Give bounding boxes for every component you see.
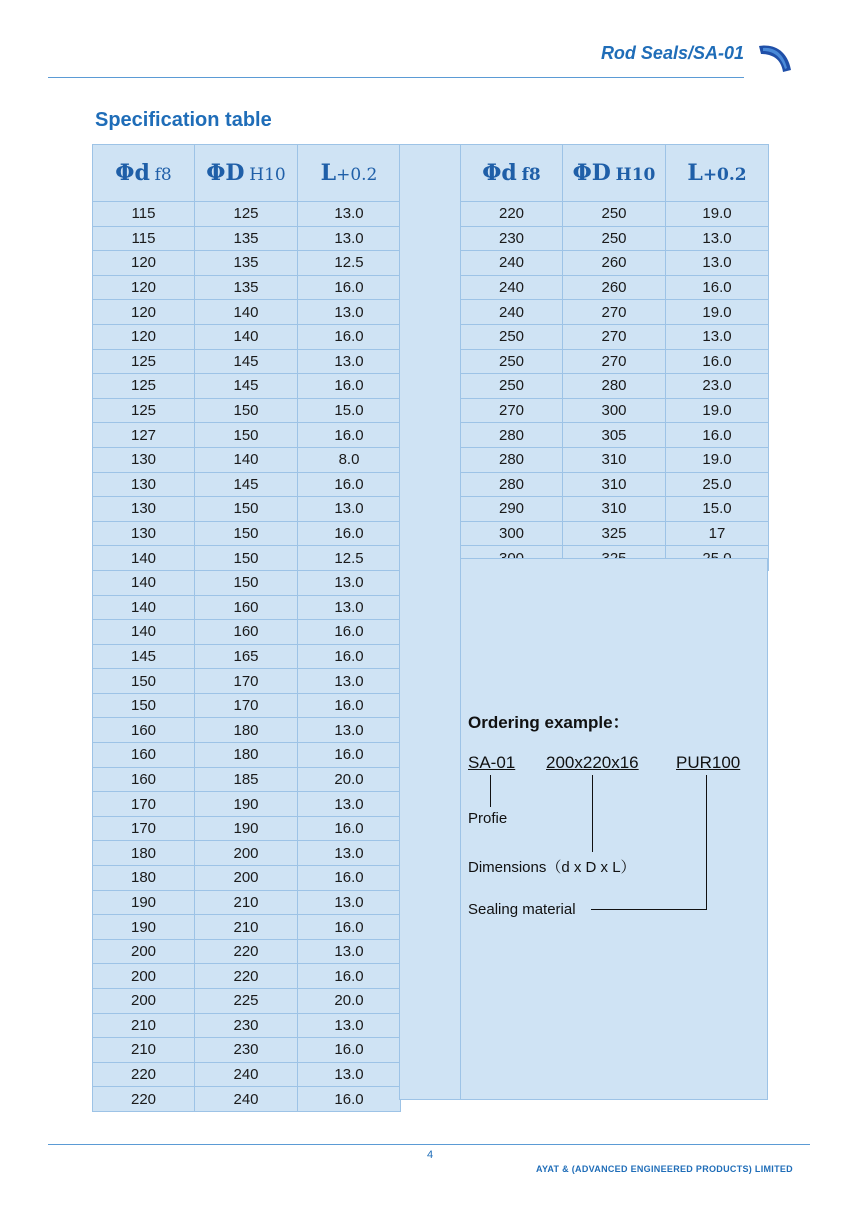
cell-D: 270 [563,300,666,325]
cell-D: 240 [195,1062,298,1087]
cell-D: 150 [195,570,298,595]
cell-L: 12.5 [298,546,401,571]
cell-L: 16.0 [298,472,401,497]
cell-D: 170 [195,669,298,694]
cell-L: 13.0 [298,1013,401,1038]
cell-L: 19.0 [666,202,769,227]
cell-L: 16.0 [298,423,401,448]
cell-d: 250 [461,324,563,349]
spec-table-right [460,144,769,571]
table-row [461,300,769,325]
cell-L: 23.0 [666,374,769,399]
cell-D: 150 [195,546,298,571]
cell-d: 200 [93,939,195,964]
ordering-dimensions: 200x220x16 [546,753,639,772]
table-header-row [461,145,769,202]
table-row [461,521,769,546]
cell-L: 16.0 [298,816,401,841]
cell-L: 13.0 [666,226,769,251]
cell-L: 16.0 [666,423,769,448]
cell-d: 140 [93,595,195,620]
cell-D: 280 [563,374,666,399]
cell-D: 160 [195,595,298,620]
cell-d: 115 [93,202,195,227]
table-row [93,472,401,497]
cell-D: 135 [195,226,298,251]
dimensions-connector [592,775,593,852]
table-row [461,472,769,497]
table-row [93,497,401,522]
cell-L: 13.0 [298,202,401,227]
table-row [461,324,769,349]
table-row [93,398,401,423]
cell-L: 13.0 [298,226,401,251]
table-row [93,447,401,472]
cell-d: 170 [93,792,195,817]
cell-d: 170 [93,816,195,841]
table-row [93,866,401,891]
cell-D: 305 [563,423,666,448]
table-header-row [93,145,401,202]
dimensions-label: Dimensions（d x D x L） [468,859,636,876]
cell-D: 300 [563,398,666,423]
cell-d: 280 [461,447,563,472]
col-header-D: ΦD H10 [563,145,666,202]
cell-d: 220 [93,1062,195,1087]
cell-L: 16.0 [298,644,401,669]
table-row [93,374,401,399]
table-row [93,693,401,718]
cell-L: 20.0 [298,767,401,792]
cell-d: 160 [93,767,195,792]
cell-D: 150 [195,497,298,522]
cell-d: 180 [93,866,195,891]
cell-L: 19.0 [666,300,769,325]
cell-d: 220 [461,202,563,227]
footer-rule [48,1144,810,1145]
table-row [93,890,401,915]
table-row [93,792,401,817]
cell-d: 240 [461,300,563,325]
cell-L: 19.0 [666,447,769,472]
table-row [93,275,401,300]
cell-L: 13.0 [298,570,401,595]
cell-D: 200 [195,866,298,891]
cell-D: 145 [195,472,298,497]
cell-D: 150 [195,423,298,448]
header-title: Rod Seals/SA-01 [600,43,744,63]
table-row [93,202,401,227]
ordering-code: SA-01 [468,753,516,772]
cell-d: 150 [93,669,195,694]
table-row [93,521,401,546]
cell-d: 130 [93,447,195,472]
cell-L: 12.5 [298,251,401,276]
ordering-title: Ordering example： [468,713,630,732]
table-row [93,767,401,792]
cell-D: 125 [195,202,298,227]
table-row [93,546,401,571]
cell-D: 225 [195,989,298,1014]
profile-connector [490,775,491,807]
cell-d: 270 [461,398,563,423]
cell-D: 140 [195,300,298,325]
table-row [93,1013,401,1038]
cell-D: 260 [563,251,666,276]
cell-L: 16.0 [298,743,401,768]
table-row [93,423,401,448]
col-header-L: L+0.2 [666,145,769,202]
cell-D: 140 [195,447,298,472]
cell-L: 13.0 [298,718,401,743]
cell-d: 190 [93,890,195,915]
cell-D: 310 [563,447,666,472]
cell-D: 140 [195,324,298,349]
cell-L: 8.0 [298,447,401,472]
table-row [93,939,401,964]
cell-d: 180 [93,841,195,866]
cell-d: 280 [461,423,563,448]
table-row [461,251,769,276]
cell-d: 120 [93,251,195,276]
cell-d: 200 [93,989,195,1014]
cell-D: 170 [195,693,298,718]
table-row [461,275,769,300]
spec-table-title: Specification table [95,109,272,131]
cell-L: 16.0 [298,1087,401,1112]
seal-logo-icon [757,42,793,74]
cell-D: 230 [195,1013,298,1038]
cell-d: 145 [93,644,195,669]
cell-d: 125 [93,349,195,374]
cell-D: 240 [195,1087,298,1112]
table-row [93,570,401,595]
cell-d: 290 [461,497,563,522]
col-header-d: Φd f8 [93,145,195,202]
cell-D: 250 [563,202,666,227]
col-header-d: Φd f8 [461,145,563,202]
cell-L: 16.0 [298,324,401,349]
cell-L: 15.0 [666,497,769,522]
cell-d: 240 [461,275,563,300]
cell-L: 19.0 [666,398,769,423]
table-row [461,398,769,423]
table-spacer-column [399,144,461,1100]
cell-d: 210 [93,1013,195,1038]
ordering-panel [460,558,768,1100]
cell-D: 270 [563,324,666,349]
cell-d: 115 [93,226,195,251]
cell-D: 135 [195,275,298,300]
cell-L: 16.0 [298,866,401,891]
table-row [93,964,401,989]
cell-L: 16.0 [298,964,401,989]
ordering-material: PUR100 [676,753,741,772]
cell-L: 25.0 [666,472,769,497]
cell-L: 13.0 [298,792,401,817]
table-row [93,1087,401,1112]
cell-D: 150 [195,521,298,546]
page-number: 4 [426,1149,434,1161]
material-label: Sealing material [468,901,576,918]
cell-D: 270 [563,349,666,374]
cell-L: 16.0 [298,1038,401,1063]
cell-L: 16.0 [298,693,401,718]
cell-D: 325 [563,521,666,546]
cell-L: 16.0 [298,915,401,940]
col-header-D: ΦD H10 [195,145,298,202]
table-row [93,324,401,349]
table-row [93,595,401,620]
table-row [461,226,769,251]
table-row [461,423,769,448]
cell-D: 220 [195,939,298,964]
col-header-L: L+0.2 [298,145,401,202]
cell-d: 300 [461,521,563,546]
cell-D: 150 [195,398,298,423]
cell-d: 130 [93,521,195,546]
cell-L: 20.0 [298,989,401,1014]
cell-D: 165 [195,644,298,669]
header-rule [48,77,744,78]
cell-L: 13.0 [298,939,401,964]
table-row [93,251,401,276]
cell-D: 135 [195,251,298,276]
cell-d: 140 [93,620,195,645]
cell-L: 16.0 [666,275,769,300]
table-row [93,841,401,866]
cell-D: 310 [563,497,666,522]
profile-label: Profie [468,810,508,827]
cell-d: 125 [93,398,195,423]
table-row [93,669,401,694]
table-row [93,620,401,645]
table-row [93,644,401,669]
cell-D: 180 [195,718,298,743]
cell-D: 210 [195,890,298,915]
cell-D: 210 [195,915,298,940]
cell-L: 13.0 [298,841,401,866]
cell-D: 180 [195,743,298,768]
cell-d: 125 [93,374,195,399]
cell-L: 16.0 [298,521,401,546]
cell-d: 250 [461,349,563,374]
cell-D: 190 [195,792,298,817]
spec-table-left [92,144,401,1112]
cell-D: 250 [563,226,666,251]
cell-d: 250 [461,374,563,399]
cell-d: 120 [93,324,195,349]
table-row [93,743,401,768]
cell-L: 15.0 [298,398,401,423]
table-row [93,300,401,325]
cell-L: 13.0 [298,349,401,374]
cell-L: 13.0 [298,497,401,522]
table-row [461,497,769,522]
cell-L: 16.0 [298,620,401,645]
table-row [93,718,401,743]
cell-L: 13.0 [666,251,769,276]
cell-d: 200 [93,964,195,989]
table-row [93,1038,401,1063]
table-row [461,447,769,472]
cell-d: 140 [93,546,195,571]
cell-D: 145 [195,349,298,374]
table-row [93,349,401,374]
cell-d: 130 [93,472,195,497]
cell-L: 16.0 [666,349,769,374]
company-name: AYAT & (ADVANCED ENGINEERED PRODUCTS) LIMITED [535,1164,793,1174]
cell-d: 230 [461,226,563,251]
cell-L: 13.0 [298,1062,401,1087]
cell-d: 120 [93,275,195,300]
cell-d: 160 [93,743,195,768]
cell-d: 210 [93,1038,195,1063]
cell-L: 17 [666,521,769,546]
table-row [93,226,401,251]
cell-L: 13.0 [298,300,401,325]
cell-L: 13.0 [298,890,401,915]
cell-D: 145 [195,374,298,399]
table-row [93,989,401,1014]
table-row [93,816,401,841]
material-connector-horizontal [591,909,707,910]
cell-D: 190 [195,816,298,841]
cell-L: 16.0 [298,275,401,300]
cell-L: 13.0 [298,669,401,694]
cell-D: 185 [195,767,298,792]
cell-d: 190 [93,915,195,940]
cell-D: 260 [563,275,666,300]
cell-d: 280 [461,472,563,497]
cell-D: 160 [195,620,298,645]
cell-D: 220 [195,964,298,989]
table-row [93,915,401,940]
cell-D: 200 [195,841,298,866]
cell-d: 160 [93,718,195,743]
cell-D: 230 [195,1038,298,1063]
cell-L: 13.0 [666,324,769,349]
material-connector-vertical [706,775,707,910]
table-row [461,349,769,374]
table-row [461,202,769,227]
table-row [93,1062,401,1087]
cell-d: 120 [93,300,195,325]
cell-L: 13.0 [298,595,401,620]
cell-d: 130 [93,497,195,522]
cell-D: 310 [563,472,666,497]
cell-L: 16.0 [298,374,401,399]
cell-d: 140 [93,570,195,595]
cell-d: 240 [461,251,563,276]
cell-d: 150 [93,693,195,718]
cell-d: 127 [93,423,195,448]
cell-d: 220 [93,1087,195,1112]
table-row [461,374,769,399]
